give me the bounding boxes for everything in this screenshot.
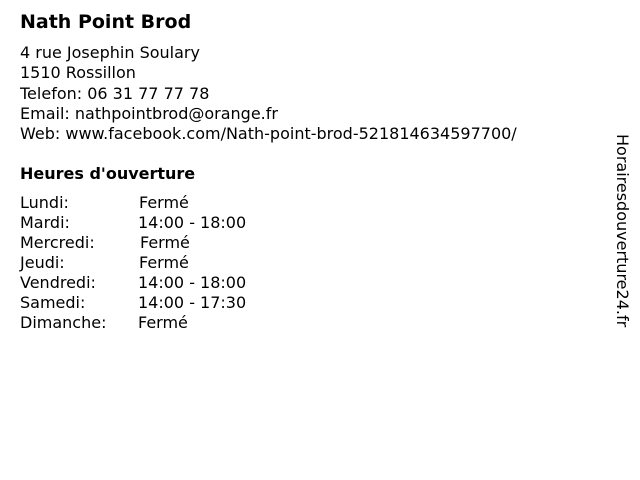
business-name: Nath Point Brod	[20, 11, 192, 33]
day-label: Samedi:	[20, 293, 86, 312]
hours-row-saturday	[20, 293, 246, 313]
day-label: Mardi:	[20, 213, 70, 232]
hours-value: 14:00 - 18:00	[138, 273, 247, 292]
day-label: Jeudi:	[20, 253, 65, 272]
hours-row-friday	[20, 273, 246, 293]
hours-row-wednesday	[20, 233, 246, 253]
contact-info	[20, 43, 517, 144]
hours-value: Fermé	[140, 233, 190, 252]
hours-value: Fermé	[139, 193, 189, 212]
day-label: Mercredi:	[20, 233, 95, 252]
day-label: Dimanche:	[20, 313, 107, 332]
hours-value: 14:00 - 17:30	[138, 293, 247, 312]
hours-row-tuesday	[20, 213, 246, 233]
day-label: Lundi:	[20, 193, 69, 212]
site-watermark: Horairesdouverture24.fr	[613, 134, 632, 328]
opening-hours-table	[20, 193, 246, 333]
hours-value: 14:00 - 18:00	[138, 213, 247, 232]
address-city: 1510 Rossillon	[20, 63, 136, 83]
day-label: Vendredi:	[20, 273, 96, 292]
opening-hours-heading: Heures d'ouverture	[20, 164, 196, 183]
hours-row-sunday	[20, 313, 246, 333]
email-line: Email: nathpointbrod@orange.fr	[20, 103, 278, 123]
hours-row-thursday	[20, 253, 246, 273]
hours-value: Fermé	[139, 253, 189, 272]
address-street: 4 rue Josephin Soulary	[20, 43, 200, 62]
web-line: Web: www.facebook.com/Nath-point-brod-521814634597700/	[20, 124, 517, 144]
hours-row-monday	[20, 193, 246, 213]
hours-value: Fermé	[138, 313, 188, 332]
phone-line: Telefon: 06 31 77 77 78	[20, 83, 210, 103]
